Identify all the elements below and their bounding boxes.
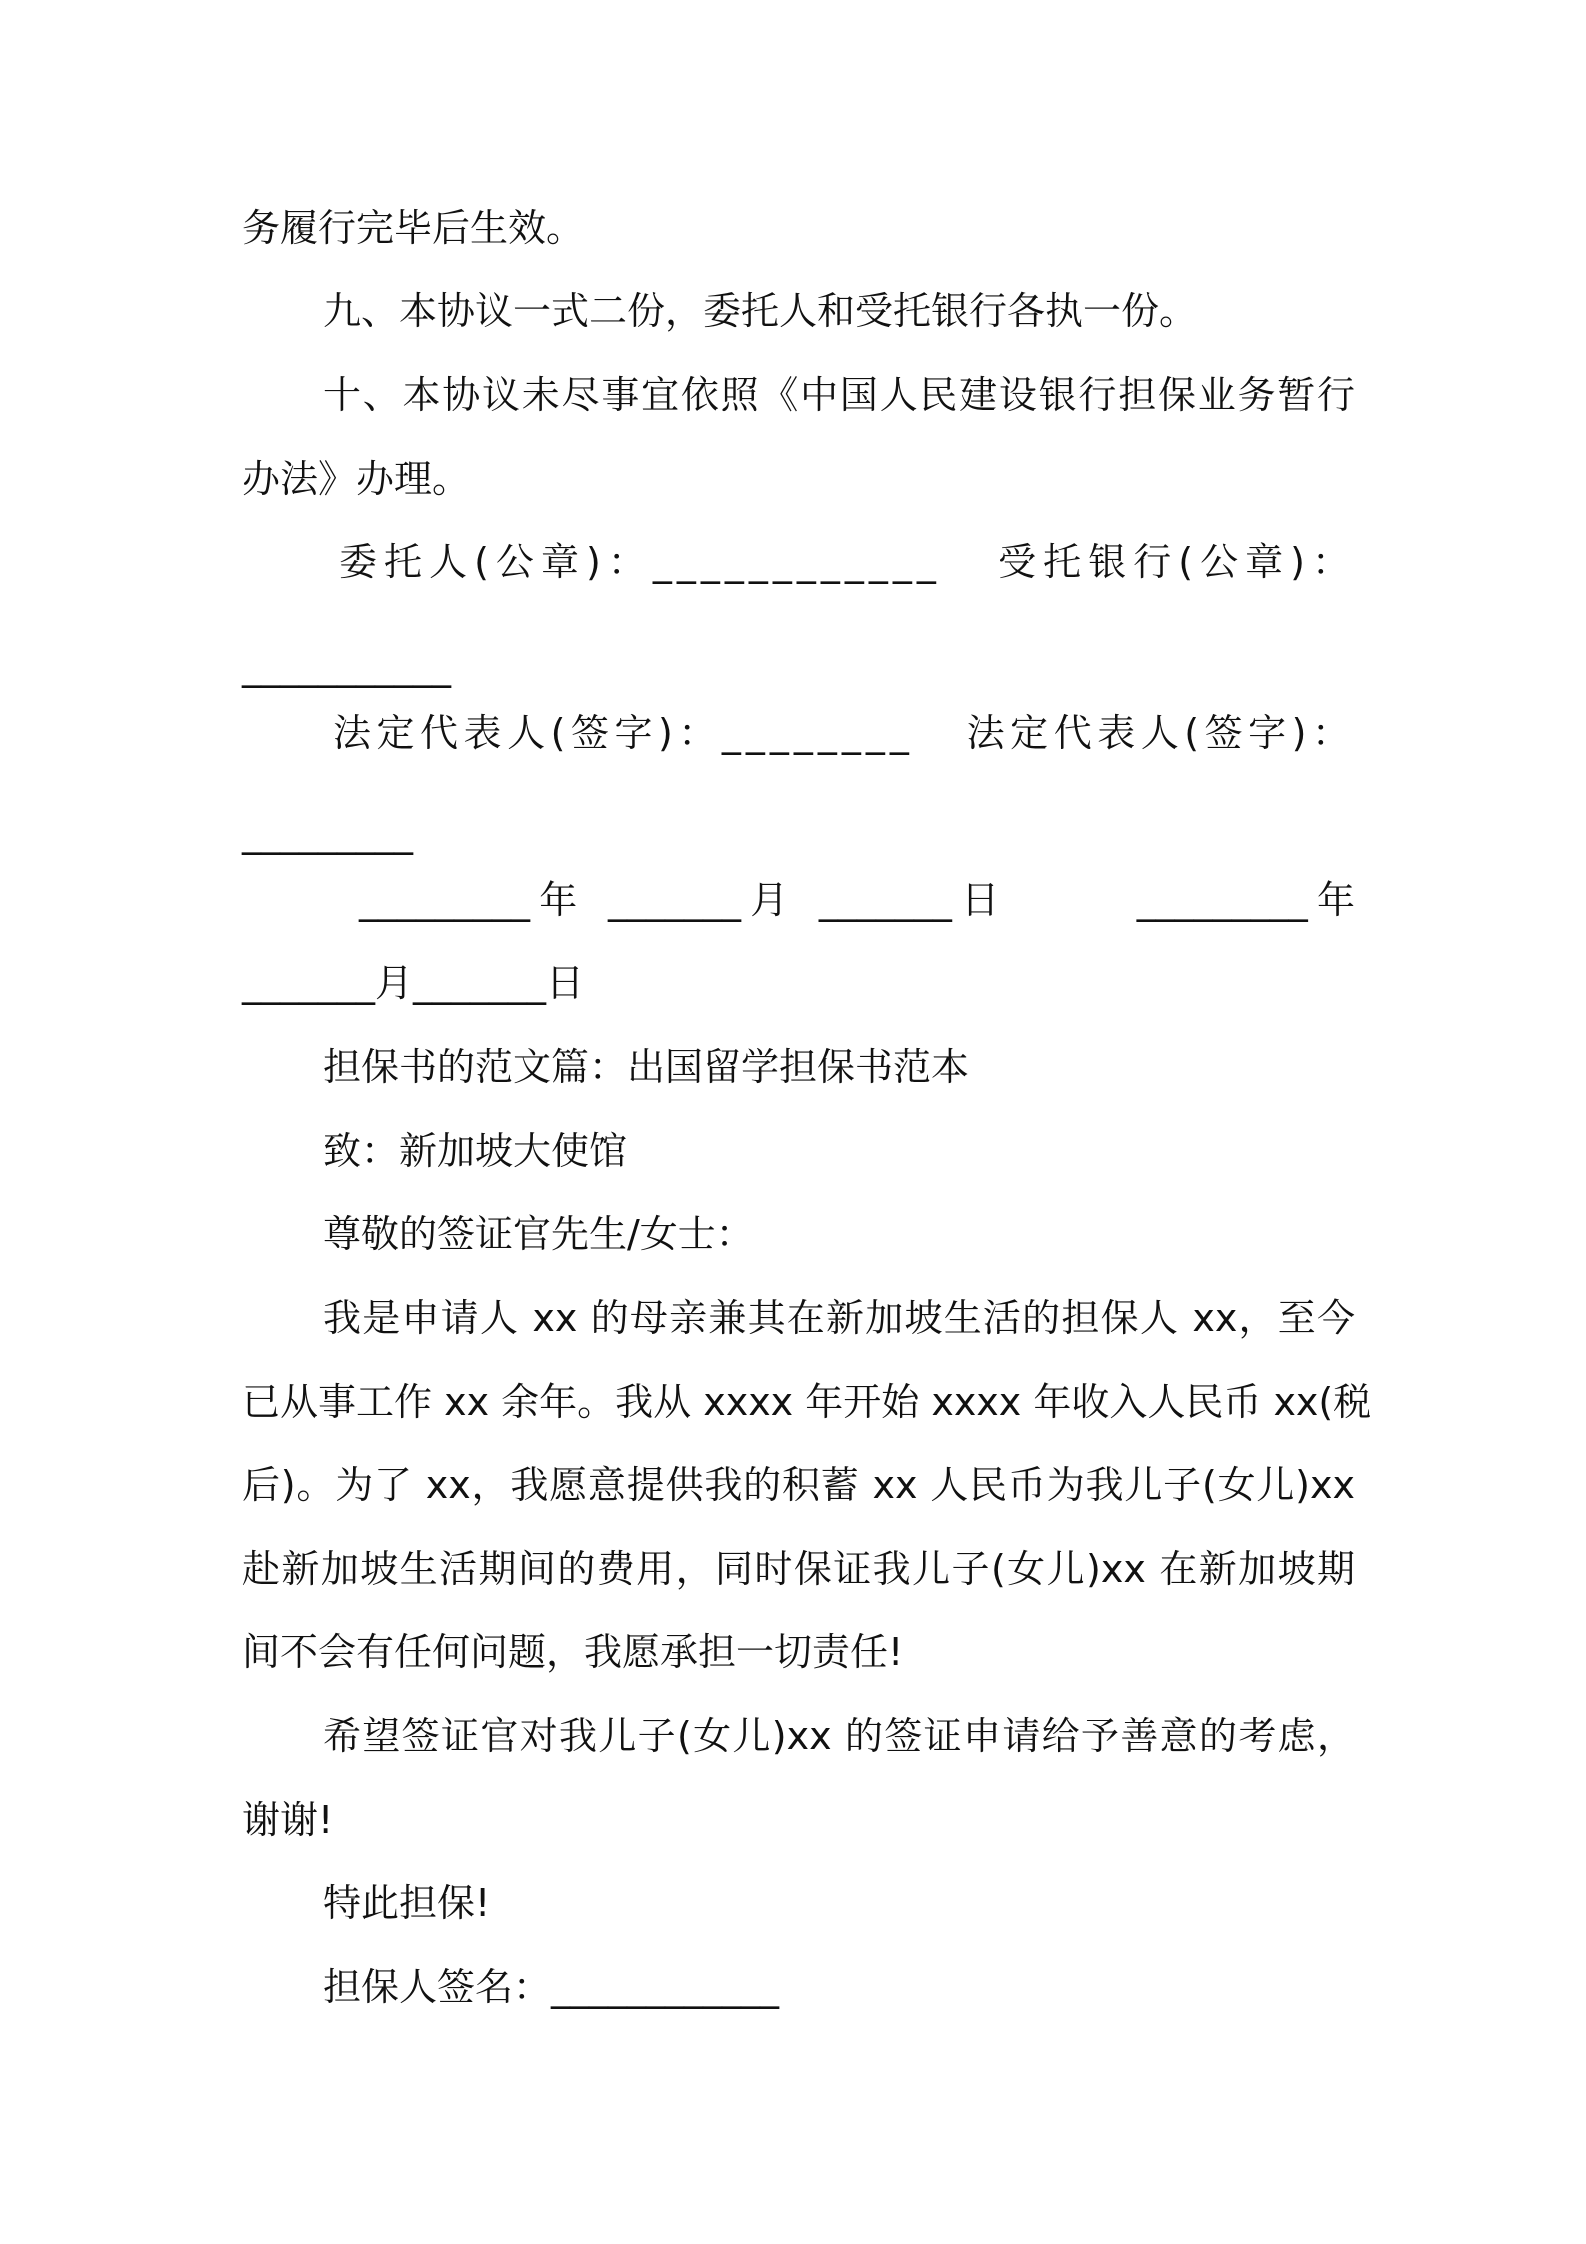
clause-10-line-1: 十、本协议未尽事宜依照《中国人民建设银行担保业务暂行 xyxy=(323,373,1355,417)
date-line-1: _________年 _______月 _______日 _________年 xyxy=(359,878,1355,922)
legal-rep-line: 法定代表人(签字)：________ 法定代表人(签字)： xyxy=(333,711,1355,755)
body-line-2: 已从事工作 xx 余年。我从 xxxx 年开始 xxxx 年收入人民币 xx(税 xyxy=(242,1380,1372,1424)
clause-10-line-2: 办法》办理。 xyxy=(242,457,471,501)
guarantor-signature: 担保人签名：____________ xyxy=(323,1965,780,2009)
closing: 特此担保! xyxy=(323,1881,491,1925)
bank-seal-blank: ___________ xyxy=(242,644,451,688)
bank-rep-blank: _________ xyxy=(242,811,413,855)
hope-line-2: 谢谢! xyxy=(242,1798,334,1842)
body-line-4: 赴新加坡生活期间的费用，同时保证我儿子(女儿)xx 在新加坡期 xyxy=(242,1547,1355,1591)
clause-9: 九、本协议一式二份，委托人和受托银行各执一份。 xyxy=(323,289,1198,333)
clause-8-tail: 务履行完毕后生效。 xyxy=(242,206,585,250)
section-title: 担保书的范文篇：出国留学担保书范本 xyxy=(323,1045,970,1089)
salutation: 尊敬的签证官先生/女士： xyxy=(323,1212,754,1256)
principal-seal-line: 委托人(公章)：____________ 受托银行(公章)： xyxy=(339,540,1355,584)
body-line-3: 后)。为了 xx，我愿意提供我的积蓄 xx 人民币为我儿子(女儿)xx xyxy=(242,1463,1355,1507)
addressee: 致：新加坡大使馆 xyxy=(323,1129,628,1173)
body-line-1: 我是申请人 xx 的母亲兼其在新加坡生活的担保人 xx，至今 xyxy=(323,1296,1355,1340)
hope-line-1: 希望签证官对我儿子(女儿)xx 的签证申请给予善意的考虑， xyxy=(323,1714,1355,1758)
date-line-2: _______月_______日 xyxy=(242,961,585,1005)
body-line-5: 间不会有任何问题，我愿承担一切责任! xyxy=(242,1630,904,1674)
